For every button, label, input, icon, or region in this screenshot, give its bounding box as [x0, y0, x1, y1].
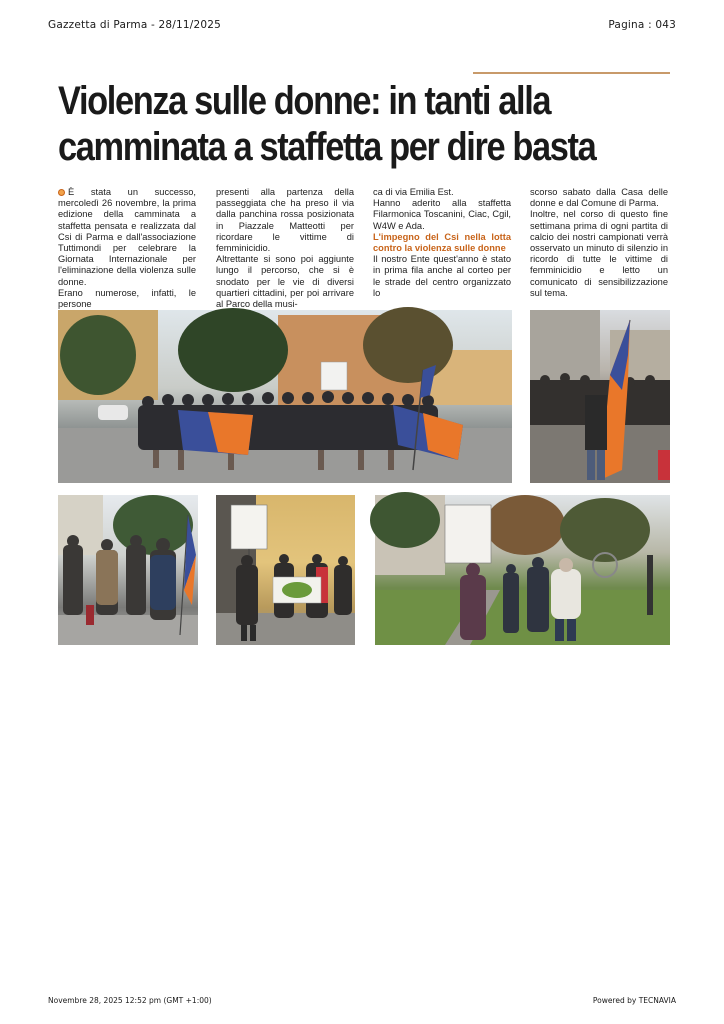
- powered-by: Powered by TECNAVIA: [592, 996, 676, 1005]
- paragraph: presenti alla partenza della passeggiata che ha preso il via dalla panchina rossa posizionata in Piazzale Matteotti per ricordare le vittime di femminicidio.: [216, 187, 354, 254]
- article-column-3: [373, 187, 511, 303]
- decorative-rule: [473, 72, 670, 74]
- paragraph: Hanno aderito alla staffetta Filarmonica Toscanini, Ciac, Cgil, W4W e Ada.: [373, 198, 511, 231]
- bullet-dot-icon: [58, 189, 65, 196]
- headline-line-1: Violenza sulle donne: in tanti alla: [58, 79, 551, 123]
- photo-park-sign: [375, 495, 670, 645]
- paragraph: È stata un successo, mercoledì 26 novembre, la prima edizione della camminata a staffetta pensata e realizzata dal Csi di Parma e dall'associazione Tuttimondi per celebrare la Giornata Internazionale per l'eliminazione della violenza sulle donne.: [58, 187, 196, 287]
- paragraph: Altrettante si sono poi aggiunte lungo il percorso, che si è snodato per le vie di diversi quartieri cittadini, per poi arrivare al Parco della musi-: [216, 254, 354, 310]
- photo-group-illustration: [58, 310, 512, 483]
- publication-date: Gazzetta di Parma - 28/11/2025: [48, 19, 222, 31]
- headline-line-2: camminata a staffetta per dire basta: [58, 125, 596, 169]
- page-number: Pagina : 043: [608, 19, 676, 31]
- article-column-2: [216, 187, 354, 310]
- photo-banner-group: [216, 495, 355, 645]
- photo-banner-illustration: [216, 495, 355, 645]
- photo-walkers-illustration: [58, 495, 198, 645]
- print-timestamp: Novembre 28, 2025 12:52 pm (GMT +1:00): [48, 996, 212, 1005]
- article-headline: [58, 78, 596, 170]
- photo-flag-illustration: [530, 310, 670, 483]
- paragraph: Erano numerose, infatti, le persone: [58, 287, 196, 310]
- article-column-4: [530, 187, 668, 303]
- paragraph: Il nostro Ente quest'anno è stato in prima fila anche al corteo per le strade del centro organizzato lo: [373, 254, 511, 298]
- paragraph: scorso sabato dalla Casa delle donne e dal Comune di Parma.: [530, 187, 668, 209]
- paragraph: ca di via Emilia Est.: [373, 187, 454, 197]
- article-column-1: [58, 187, 196, 310]
- paragraph: Inoltre, nel corso di questo fine settimana prima di ogni partita di calcio dei nostri campionati verrà osservato un minuto di silenzio in ricordo di tutte le vittime di femminicidio e letto un comunicato di sensibilizzazione sul tema.: [530, 209, 668, 298]
- photo-group-piazza: [58, 310, 512, 483]
- photo-park-illustration: [375, 495, 670, 645]
- photo-walkers-street: [58, 495, 198, 645]
- photo-flag-bearer: [530, 310, 670, 483]
- article-subheading: L'impegno del Csi nella lotta contro la violenza sulle donne: [373, 231, 511, 254]
